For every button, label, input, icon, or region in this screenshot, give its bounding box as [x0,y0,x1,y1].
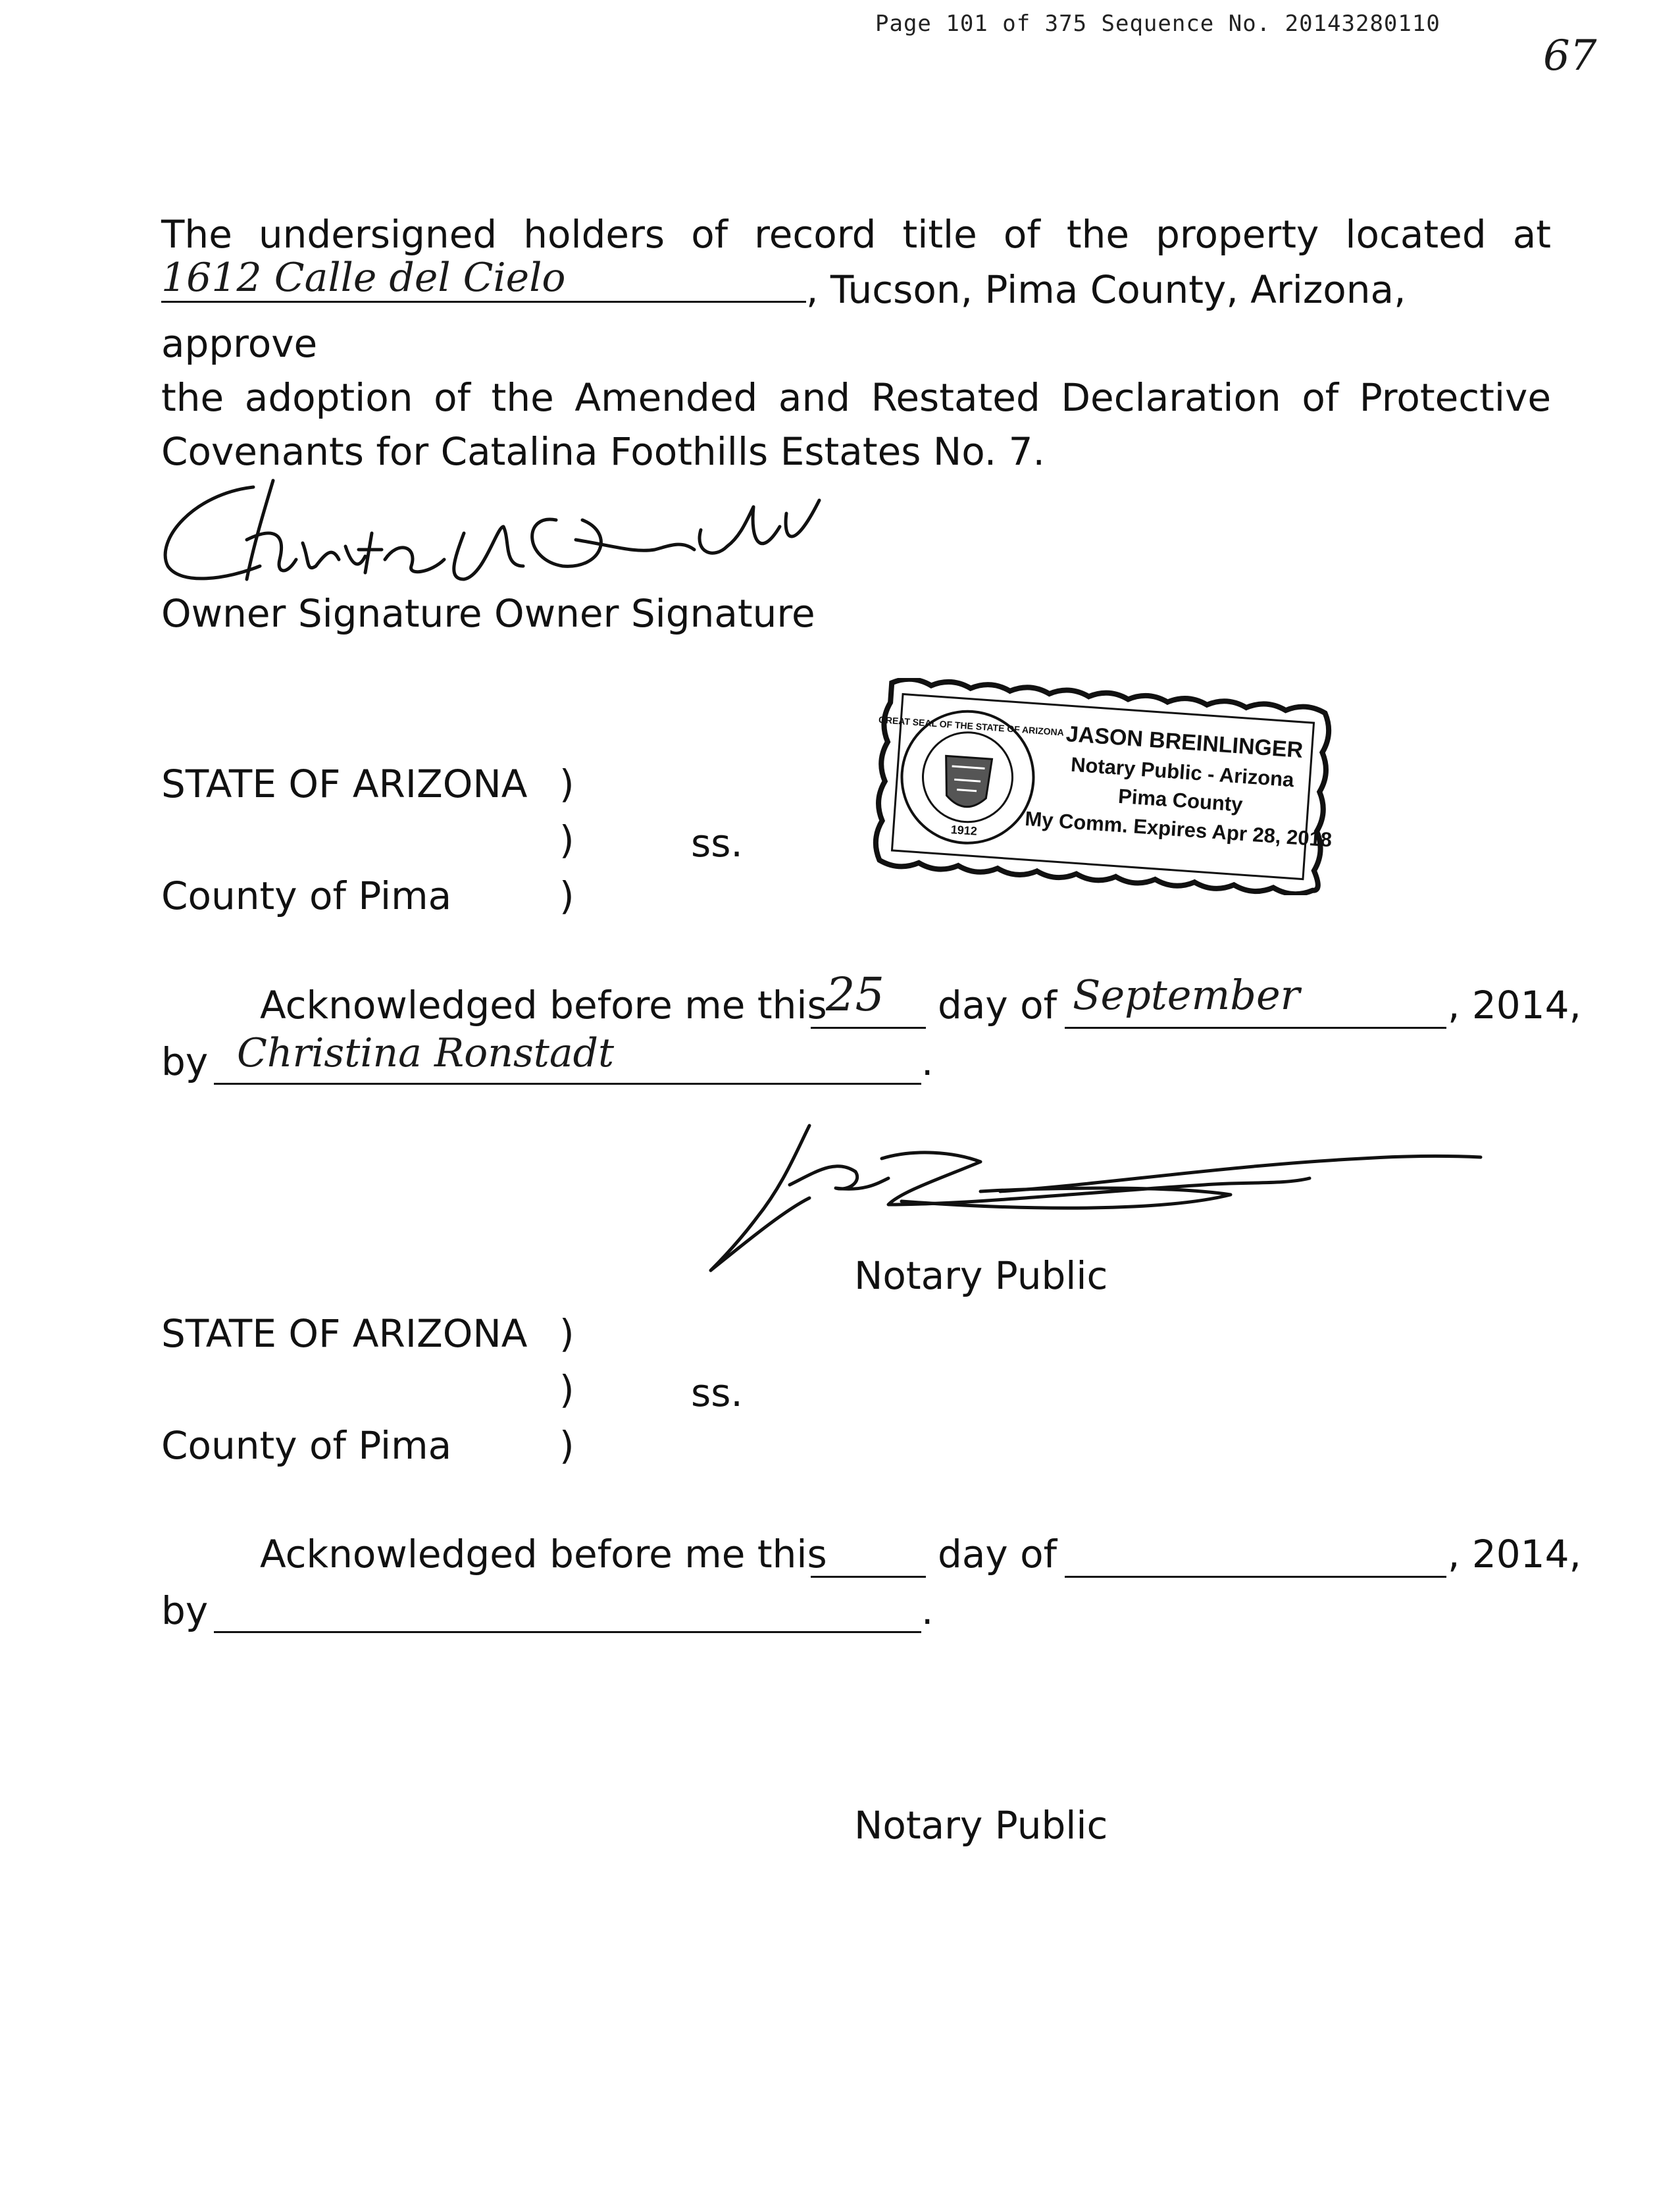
stamp-notary-name: JASON BREINLINGER [1065,721,1304,764]
notary-public-label-2: Notary Public [854,1803,1108,1848]
venue-county-2: County of Pima [161,1423,452,1468]
venue-county-1: County of Pima [161,873,452,918]
ack-by-handwritten-1: Christina Ronstadt [237,1030,615,1076]
ack-by-2: by [161,1588,209,1633]
ack-by-blank-2 [214,1631,921,1633]
ack-day-of-1: day of [938,983,1057,1028]
page-sequence-header: Page 101 of 375 Sequence No. 20143280110 [875,11,1440,37]
ack-month-blank-2 [1065,1576,1446,1578]
venue-state-1: STATE OF ARIZONA [161,762,528,806]
ack-year-2: , 2014, [1448,1532,1581,1576]
venue-ss-1: ss. [691,821,743,866]
owner-signature-icon [155,467,832,612]
approval-paragraph [161,207,1551,479]
seal-ring-text: GREAT SEAL OF THE STATE OF ARIZONA [878,714,1065,738]
stamp-notary-title: Notary Public - Arizona [1070,752,1295,792]
ack-by-1: by [161,1039,209,1084]
venue-paren-1c: ) [559,873,574,918]
ack-day-blank-1 [811,1027,926,1029]
venue-paren-2a: ) [559,1311,574,1356]
ack-period-1: . [921,1039,934,1084]
venue-ss-2: ss. [691,1370,743,1415]
ack-prefix-1: Acknowledged before me this [260,983,827,1028]
ack-day-blank-2 [811,1576,926,1578]
venue-paren-1b: ) [559,818,574,862]
address-tail: , Tucson, Pima County, Arizona, approve [161,267,1406,366]
venue-paren-2b: ) [559,1367,574,1412]
notary-stamp [865,678,1339,895]
ack-by-blank-1 [214,1083,921,1085]
approval-line-1: The undersigned holders of record title of the property located at [161,212,1551,257]
stamp-county: Pima County [1117,784,1244,816]
ack-day-of-2: day of [938,1532,1057,1576]
approval-line-3: the adoption of the Amended and Restated Declaration of Protective [161,375,1551,420]
owner-signature-label: Owner Signature Owner Signature [161,591,815,636]
venue-state-2: STATE OF ARIZONA [161,1311,528,1356]
ack-day-handwritten-1: 25 [826,968,885,1022]
seal-year: 1912 [950,823,978,838]
stamp-expiration: My Comm. Expires Apr 28, 2018 [1024,806,1333,852]
venue-paren-1a: ) [559,762,574,806]
ack-month-handwritten-1: September [1073,971,1300,1019]
ack-period-2: . [921,1588,934,1633]
notary-public-label-1: Notary Public [854,1253,1108,1298]
ack-month-blank-1 [1065,1027,1446,1029]
approval-line-4: Covenants for Catalina Foothills Estates No. 7. [161,429,1045,474]
ack-prefix-2: Acknowledged before me this [260,1532,827,1576]
ack-year-1: , 2014, [1448,983,1581,1028]
address-blank [161,255,806,303]
address-handwritten: 1612 Calle del Cielo [161,255,566,301]
venue-paren-2c: ) [559,1423,574,1468]
handwritten-page-number: 67 [1543,32,1597,80]
approval-line-2 [161,255,1551,371]
